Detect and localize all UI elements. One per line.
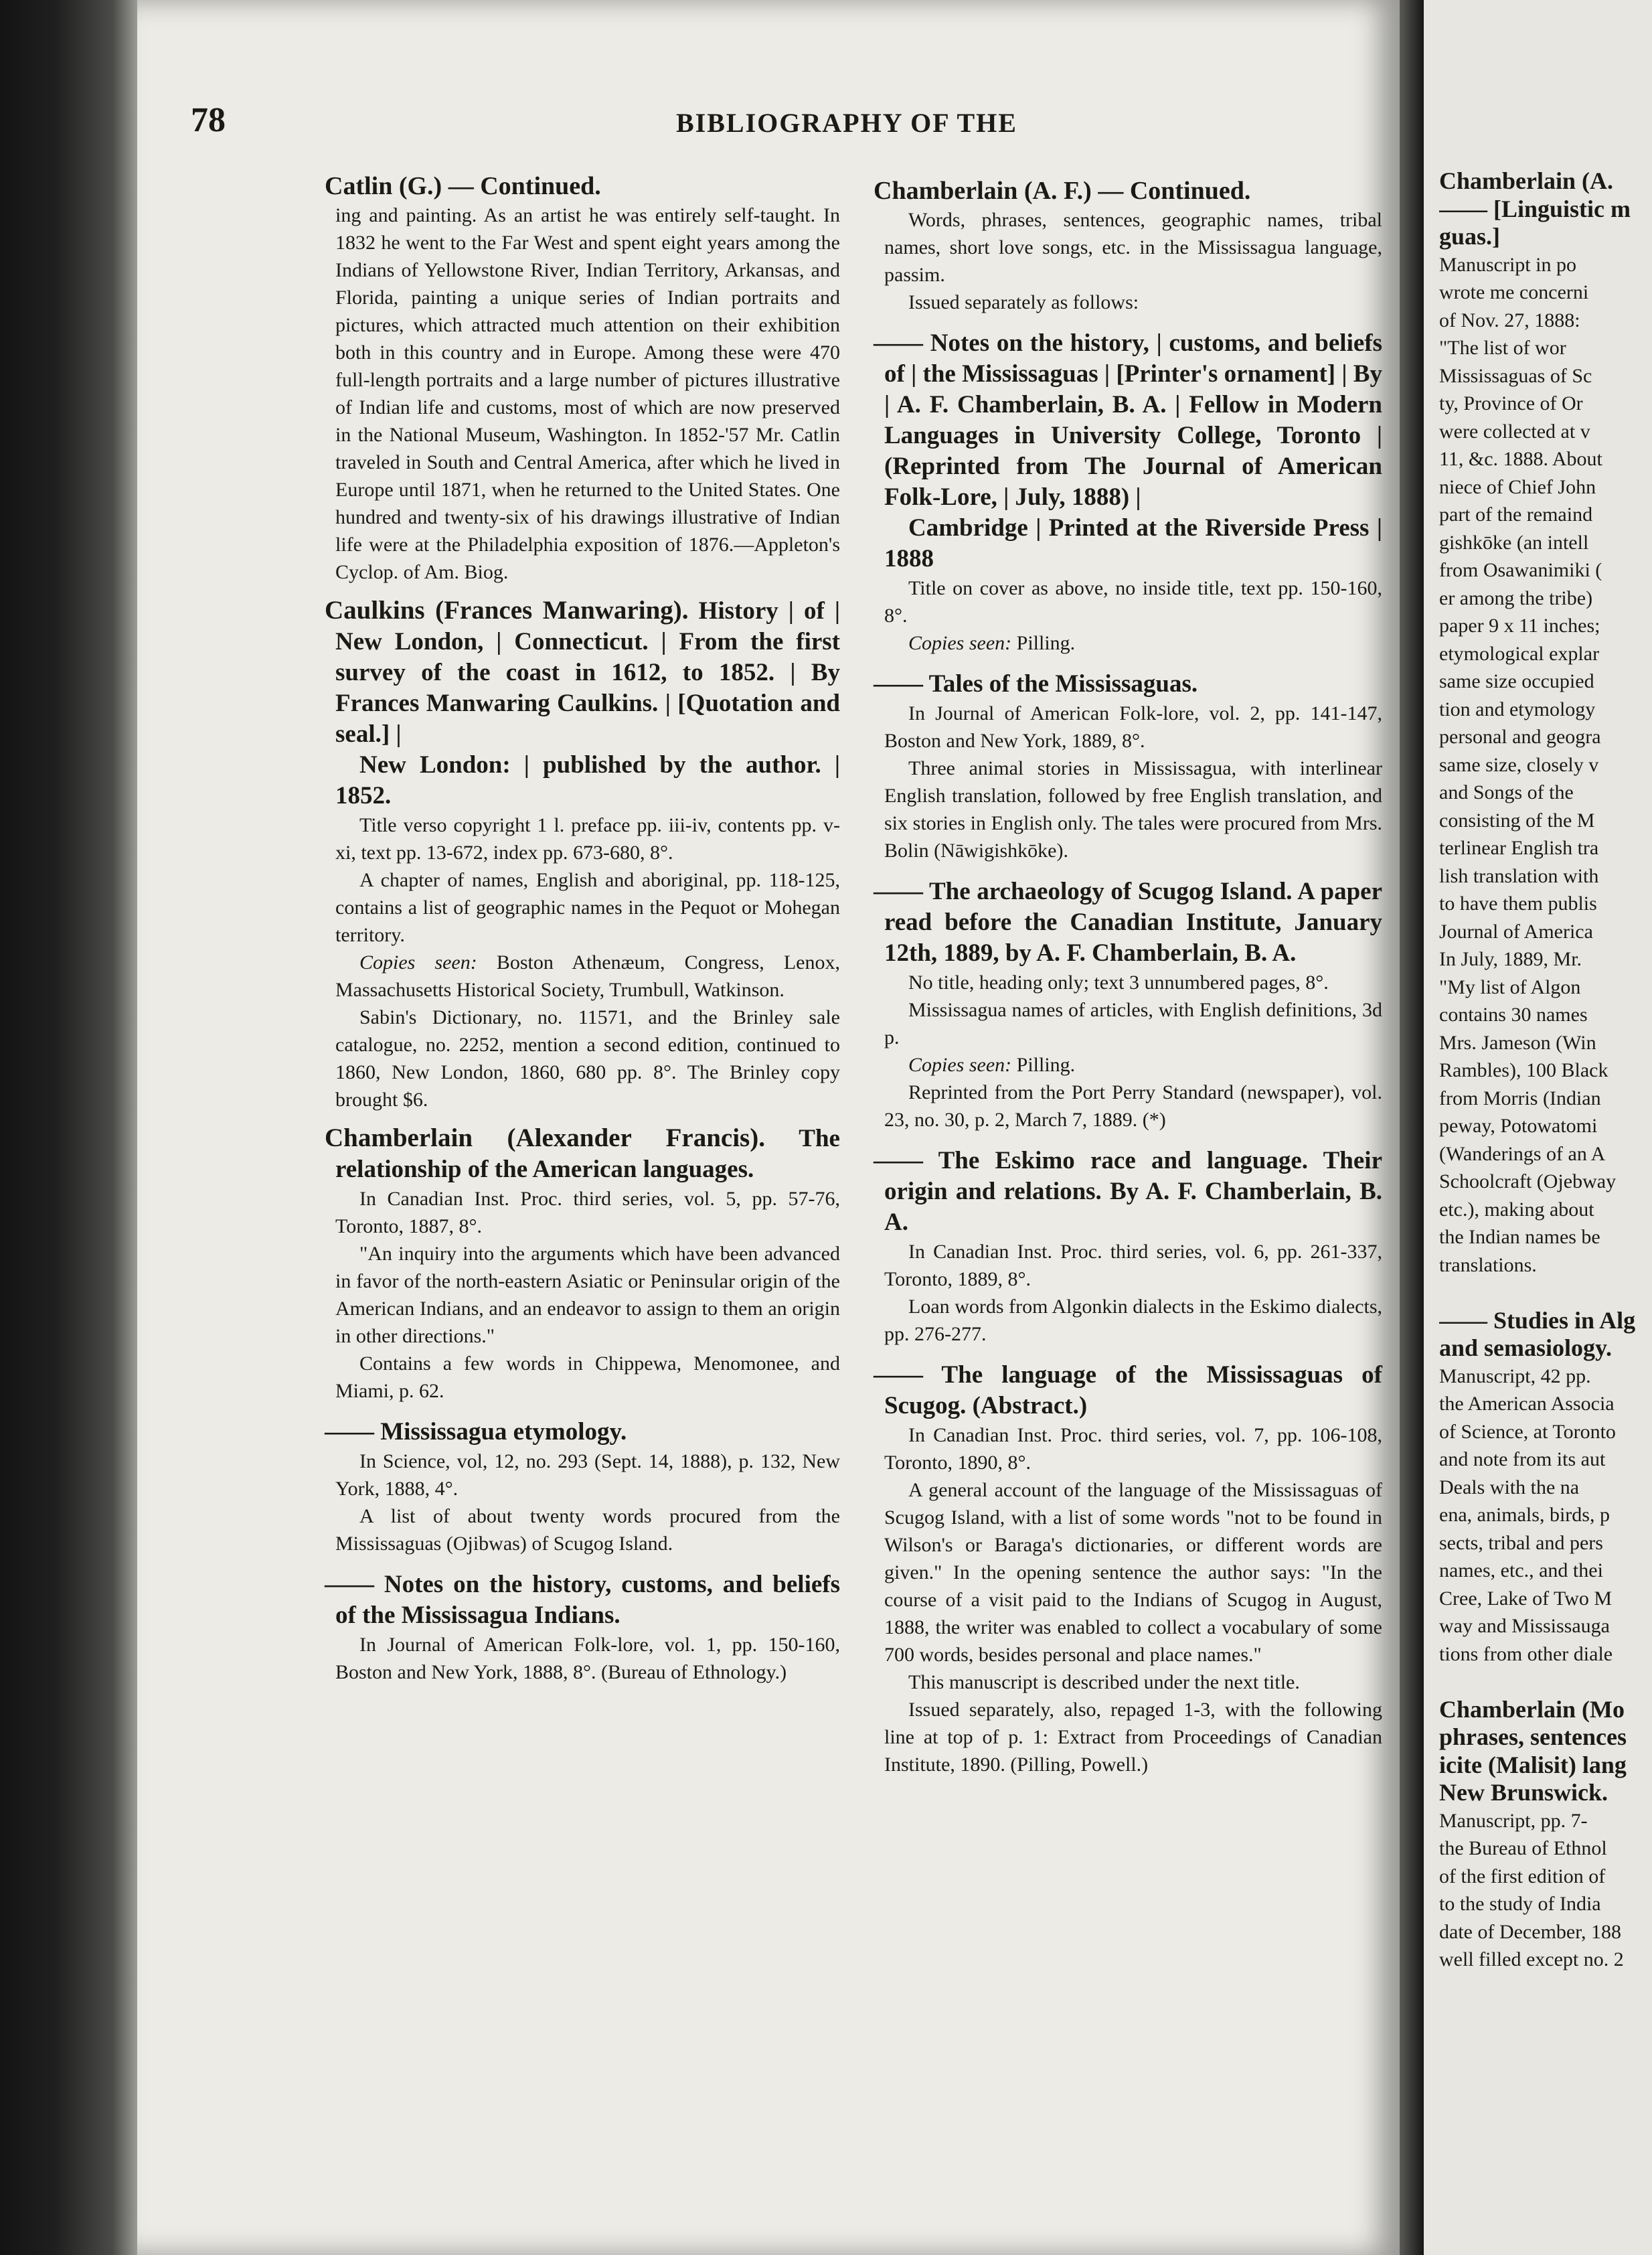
running-head: BIBLIOGRAPHY OF THE (676, 108, 1017, 138)
facing-page-line: peway, Potowatomi (1439, 1115, 1598, 1137)
names-archaeology: Mississagua names of articles, with English definitions, 3d p. (884, 999, 1382, 1048)
facing-page-line: Mrs. Jameson (Win (1439, 1031, 1596, 1054)
source-etymology: In Science, vol, 12, no. 293 (Sept. 14, 1888), p. 132, New York, 1888, 4°. (335, 1450, 840, 1500)
facing-page-line: Rambles), 100 Black (1439, 1059, 1608, 1081)
collation-archaeology: No title, heading only; text 3 unnumbered pages, 8°. (908, 971, 1329, 994)
source-eskimo: In Canadian Inst. Proc. third series, vol. 6, pp. 261-337, Toronto, 1889, 8°. (884, 1241, 1382, 1290)
facing-page-line: and note from its aut (1439, 1448, 1606, 1470)
page-number: 78 (191, 101, 226, 139)
facing-page-line: same size, closely v (1439, 753, 1599, 776)
facing-page-line (1439, 1279, 1652, 1307)
imprint-notes-separate: Cambridge | Printed at the Riverside Press | 1888 (884, 514, 1382, 572)
column-left (325, 171, 840, 1686)
facing-page-line: of Nov. 27, 1888: (1439, 309, 1580, 331)
column-middle (874, 175, 1382, 1778)
facing-page-line: —— Studies in Alg (1439, 1306, 1636, 1334)
column-right-cropped (1439, 167, 1652, 1974)
facing-page-line: to have them publis (1439, 892, 1597, 915)
facing-page-line: to the study of India (1439, 1893, 1601, 1915)
facing-page-line: "My list of Algon (1439, 976, 1581, 998)
facing-page-line: Deals with the na (1439, 1476, 1580, 1498)
facing-page-line: way and Mississauga (1439, 1615, 1610, 1637)
facing-page-line: Cree, Lake of Two M (1439, 1587, 1613, 1610)
facing-page-line: personal and geogra (1439, 726, 1601, 748)
title-eskimo: —— The Eskimo race and language. Their origin and relations. By A. F. Chamberlain, B. A. (874, 1147, 1382, 1236)
note-language-scugog: A general account of the language of the Mississaguas of Scugog Island, with a list of some words "not to be found in Wilson's or Baraga's dictionaries, or different words are given." In the opening sentence the author says: "In the course of a visit paid to the Indians of Scugog in August, 1888, the writer was enabled to collect a vocabulary of some 700 words, besides personal and place names." (884, 1479, 1382, 1666)
entry-chamberlain-relationship (325, 1123, 840, 1185)
facing-page-line: ena, animals, birds, p (1439, 1504, 1610, 1526)
note-eskimo: Loan words from Algonkin dialects in the Eskimo dialects, pp. 276-277. (884, 1296, 1382, 1345)
entry-heading-chamberlain: Chamberlain (A. F.) — Continued. (874, 177, 1251, 205)
facing-page-line: of Science, at Toronto (1439, 1420, 1616, 1443)
facing-page-line: terlinear English tra (1439, 837, 1599, 859)
copies-seen-list: Pilling. (1016, 632, 1076, 654)
copies-seen-label: Copies seen: (908, 632, 1012, 654)
title-relationship: The relationship of the American languages. (335, 1125, 840, 1183)
facing-page-line: contains 30 names (1439, 1004, 1588, 1026)
source-notes-history: In Journal of American Folk-lore, vol. 1, pp. 150-160, Boston and New York, 1888, 8°. (Bureau of Ethnology.) (335, 1634, 840, 1683)
catlin-biography: ing and painting. As an artist he was entirely self-taught. In 1832 he went to the Far West and spent eight years among the Indians of Yellowstone River, Indian Territory, Arkansas, and Florida, painting a unique series of Indian portraits and pictures, which attracted much attention on their exhibition both in this country and in Europe. Among these were 470 full-length portraits and a large number of pictures illustrative of Indian life and customs, most of which are now preserved in the National Museum, Washington. In 1852-'57 Mr. Catlin traveled in South and Central America, after which he lived in Europe until 1871, when he returned to the United States. One hundred and twenty-six of his drawings illustrative of Indian life were at the Philadelphia exposition of 1876.—Appleton's Cyclop. of Am. Biog. (335, 204, 840, 583)
facing-page-line: from Osawanimiki ( (1439, 559, 1602, 581)
facing-page-line: New Brunswick. (1439, 1779, 1608, 1806)
facing-page-line: lish translation with (1439, 864, 1599, 887)
facing-page-lines (1439, 167, 1652, 1974)
title-notes-history: —— Notes on the history, customs, and beliefs of the Mississagua Indians. (325, 1571, 840, 1629)
entry-caulkins (325, 595, 840, 750)
facing-page-line: Mississaguas of Sc (1439, 364, 1592, 387)
copies-seen-list: Pilling. (1016, 1054, 1076, 1076)
quote-relationship: "An inquiry into the arguments which have been advanced in favor of the north-eastern Asiatic or Peninsular origin of the American Indians, and an endeavor to assign to them an origin in other directions." (335, 1243, 840, 1347)
facing-page-line: ty, Province of Or (1439, 392, 1583, 414)
facing-page-line: Journal of America (1439, 920, 1593, 943)
facing-page-line: niece of Chief John (1439, 475, 1596, 498)
note-etymology: A list of about twenty words procured from the Mississaguas (Ojibwas) of Scugog Island. (335, 1505, 840, 1555)
source-relationship: In Canadian Inst. Proc. third series, vol. 5, pp. 57-76, Toronto, 1887, 8°. (335, 1188, 840, 1237)
title-notes-separate: —— Notes on the history, | customs, and beliefs of | the Mississaguas | [Printer's ornament] | By | A. F. Chamberlain, B. A. | Fellow in Modern Languages in University College, Toronto | (Reprinted from The Journal of American Folk-Lore, | July, 1888) | (874, 329, 1382, 511)
copies-seen-label: Copies seen: (908, 1054, 1012, 1076)
facing-page-line: from Morris (Indian (1439, 1087, 1601, 1109)
facing-page-line: sects, tribal and pers (1439, 1531, 1603, 1554)
facing-page-line (1439, 1668, 1652, 1696)
facing-page-line: Chamberlain (Mo (1439, 1695, 1625, 1723)
copies-seen-archaeology (874, 1051, 1382, 1079)
facing-page-line: In July, 1889, Mr. (1439, 948, 1582, 970)
facing-page-line: paper 9 x 11 inches; (1439, 615, 1600, 637)
facing-page-line: Manuscript, pp. 7- (1439, 1809, 1588, 1832)
facing-page-line: date of December, 188 (1439, 1920, 1622, 1943)
facing-page-line: gishkōke (an intell (1439, 531, 1589, 554)
facing-page-line: same size occupied (1439, 670, 1594, 692)
title-language-scugog: —— The language of the Mississaguas of Scugog. (Abstract.) (874, 1361, 1382, 1419)
facing-page-line: tions from other diale (1439, 1642, 1613, 1665)
title-caulkins: History | of | New London, | Connecticut. | From the first survey of the coast in 1612, to 1852. | By Frances Manwaring Caulkins. | [Quotation and seal.] | (335, 597, 840, 748)
facing-page-line: part of the remaind (1439, 503, 1593, 526)
source-tales: In Journal of American Folk-lore, vol. 2, pp. 141-147, Boston and New York, 1889, 8°. (884, 702, 1382, 752)
book-spine (0, 0, 137, 2255)
facing-page-line: wrote me concerni (1439, 281, 1589, 303)
facing-page-line: Manuscript, 42 pp. (1439, 1365, 1591, 1387)
copies-seen-list: Boston Athenæum, Congress, Lenox, Massachusetts Historical Society, Trumbull, Watkinson. (335, 951, 840, 1001)
facing-page-line: were collected at v (1439, 420, 1590, 443)
copies-seen-caulkins (325, 949, 840, 1004)
note-tales: Three animal stories in Mississagua, with interlinear English translation, followed by free English translation, and six stories in English only. The tales were procured from Mrs. Bolin (Nāwigishkōke). (884, 757, 1382, 862)
sabin-note: Sabin's Dictionary, no. 11571, and the Brinley sale catalogue, no. 2252, mention a second edition, continued to 1860, New London, 1860, 680 pp. 8°. The Brinley copy brought $6. (335, 1006, 840, 1111)
collation-caulkins: Title verso copyright 1 l. preface pp. iii-iv, contents pp. v-xi, text pp. 13-672, index pp. 673-680, 8°. (335, 814, 840, 864)
facing-page-line: names, etc., and thei (1439, 1559, 1603, 1581)
facing-page-line: —— [Linguistic m (1439, 195, 1631, 222)
issued-note: Issued separately as follows: (908, 291, 1139, 313)
imprint-caulkins: New London: | published by the author. | 1852. (335, 751, 840, 809)
facing-page-line: and Songs of the (1439, 781, 1574, 803)
contains-relationship: Contains a few words in Chippewa, Menomonee, and Miami, p. 62. (335, 1352, 840, 1402)
title-archaeology: —— The archaeology of Scugog Island. A paper read before the Canadian Institute, January 12th, 1889, by A. F. Chamberlain, B. A. (874, 878, 1382, 967)
collation-notes-separate: Title on cover as above, no inside title, text pp. 150-160, 8°. (884, 577, 1382, 627)
copies-seen-notes (874, 629, 1382, 657)
facing-page-line: etymological explar (1439, 642, 1600, 665)
facing-page-line: consisting of the M (1439, 809, 1595, 832)
facing-page-line: the Bureau of Ethnol (1439, 1837, 1607, 1859)
facing-page-line: Chamberlain (A. (1439, 167, 1613, 194)
facing-page-line: well filled except no. 2 (1439, 1948, 1624, 1970)
page-gutter (1400, 0, 1424, 2255)
copies-seen-label: Copies seen: (359, 951, 477, 974)
title-tales: —— Tales of the Mississaguas. (874, 670, 1198, 698)
facing-page-line: guas.] (1439, 223, 1501, 250)
manuscript-note: This manuscript is described under the next title. (908, 1671, 1300, 1693)
facing-page-line: 11, &c. 1888. About (1439, 448, 1602, 470)
reprint-archaeology: Reprinted from the Port Perry Standard (newspaper), vol. 23, no. 30, p. 2, March 7, 1889. (*) (884, 1081, 1382, 1131)
title-etymology: —— Mississagua etymology. (325, 1418, 627, 1446)
facing-page-line: er among the tribe) (1439, 587, 1593, 609)
words-note: Words, phrases, sentences, geographic names, tribal names, short love songs, etc. in the Mississagua language, passim. (884, 209, 1382, 286)
facing-page-line: phrases, sentences (1439, 1723, 1627, 1750)
entry-heading-catlin: Catlin (G.) — Continued. (325, 172, 601, 200)
facing-page-line: the Indian names be (1439, 1226, 1600, 1248)
facing-page-line: (Wanderings of an A (1439, 1142, 1606, 1165)
note-caulkins: A chapter of names, English and aboriginal, pp. 118-125, contains a list of geographic names in the Pequot or Mohegan territory. (335, 869, 840, 946)
facing-page-line: etc.), making about (1439, 1198, 1594, 1221)
source-language-scugog: In Canadian Inst. Proc. third series, vol. 7, pp. 106-108, Toronto, 1890, 8°. (884, 1424, 1382, 1474)
facing-page-line: the American Associa (1439, 1393, 1615, 1415)
facing-page-line: tion and etymology (1439, 698, 1596, 720)
facing-page-line: icite (Malisit) lang (1439, 1751, 1627, 1778)
facing-page-line: Schoolcraft (Ojebway (1439, 1170, 1617, 1192)
facing-page-line: "The list of wor (1439, 337, 1566, 359)
author-caulkins: Caulkins (Frances Manwaring). (325, 596, 689, 625)
facing-page-line: and semasiology. (1439, 1334, 1613, 1361)
issued-language-scugog: Issued separately, also, repaged 1-3, with the following line at top of p. 1: Extract from Proceedings of Canadian Institute, 1890. (Pilling, Powell.) (884, 1699, 1382, 1776)
facing-page-line: Manuscript in po (1439, 253, 1576, 276)
author-chamberlain: Chamberlain (Alexander Francis). (325, 1123, 765, 1152)
facing-page-line: translations. (1439, 1253, 1537, 1276)
facing-page-line: of the first edition of (1439, 1865, 1606, 1887)
